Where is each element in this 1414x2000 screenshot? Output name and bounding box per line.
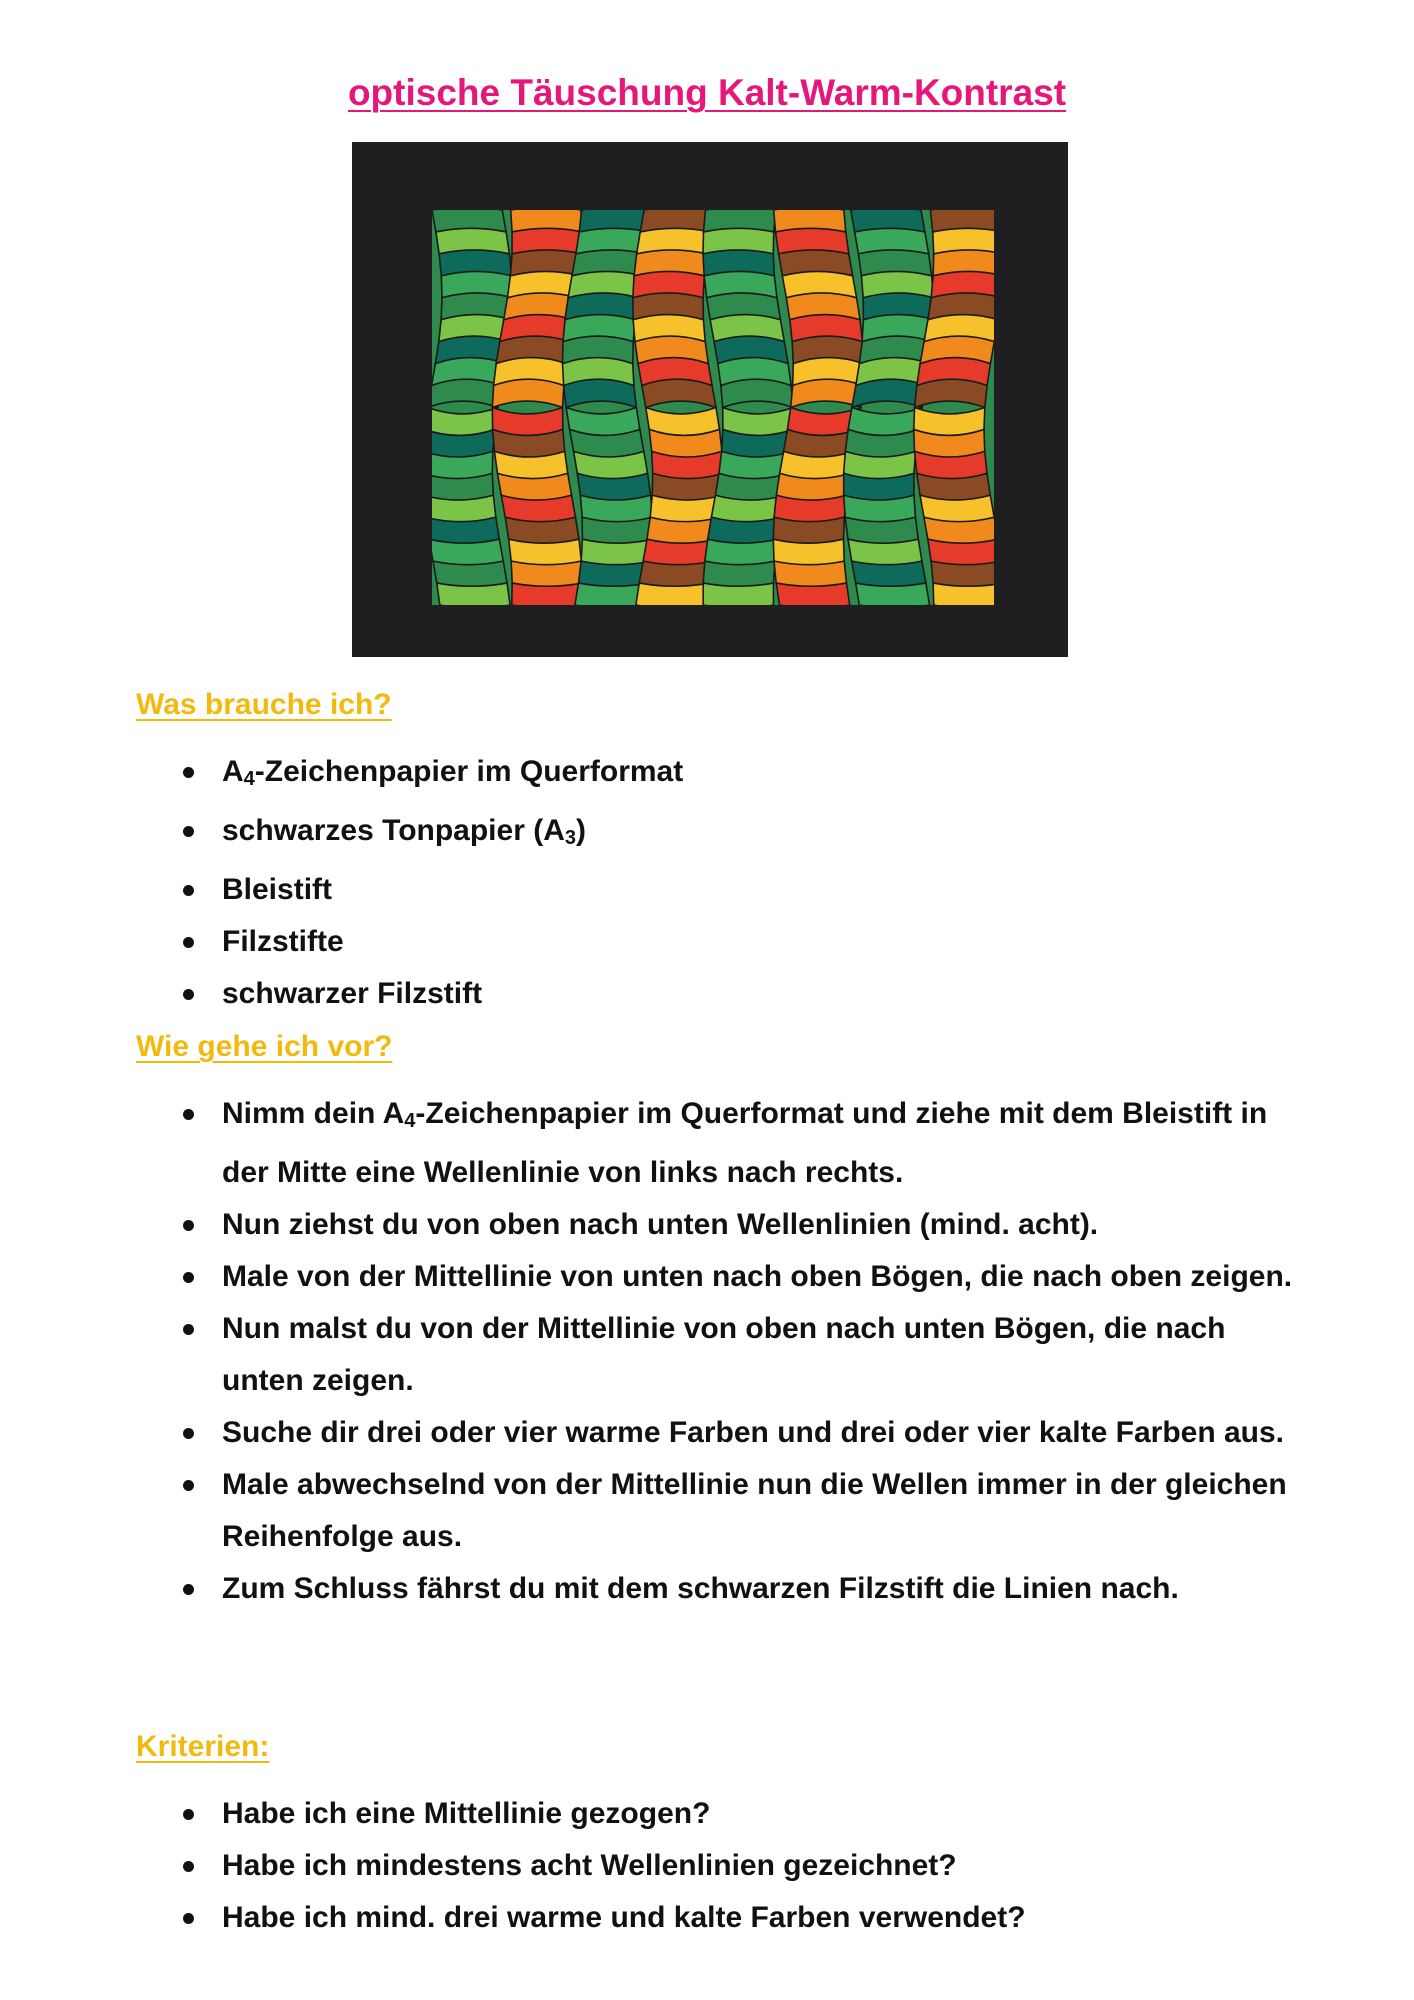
artwork-photo (352, 142, 1068, 657)
step-item: Zum Schluss fährst du mit dem schwarzen Filzstift die Linien nach. (0, 1563, 1302, 1615)
step-item: Nimm dein $A_4$-Zeichenpapier im Querformat und ziehe mit dem Bleistift in der Mitte eine Wellenlinie von links nach rechts. (0, 1088, 1302, 1199)
artwork-stripe (511, 561, 582, 587)
criteria-list (0, 1788, 1302, 1944)
materials-heading: Was brauche ich? (136, 688, 392, 721)
artwork-stripe (423, 495, 496, 522)
step-item: Nun ziehst du von oben nach unten Wellenlinien (mind. acht). (0, 1199, 1302, 1251)
artwork-stripe (852, 561, 926, 587)
artwork-stripe (848, 539, 922, 565)
artwork-stripe (437, 583, 510, 608)
artwork-stripe (705, 539, 778, 565)
step-item: Suche dir drei oder vier warme Farben und drei oder vier kalte Farben aus. (0, 1407, 1302, 1459)
step-item: Nun malst du von der Mittellinie von oben nach unten Bögen, die nach unten zeigen. (0, 1303, 1302, 1407)
artwork-background (352, 605, 1068, 657)
steps-heading: Wie gehe ich vor? (136, 1030, 393, 1063)
step-item: Male von der Mittellinie von unten nach oben Bögen, die nach oben zeigen. (0, 1251, 1302, 1303)
artwork-background (352, 142, 432, 657)
criterion-item: Habe ich mind. drei warme und kalte Farben verwendet? (0, 1892, 1302, 1944)
artwork-stripe (433, 561, 507, 587)
artwork-stripe (501, 495, 575, 522)
artwork-stripe (931, 561, 1003, 587)
artwork-stripe (639, 561, 713, 587)
artwork-stripe (426, 517, 500, 543)
artwork-stripe (703, 583, 773, 608)
artwork-stripe (636, 583, 710, 608)
artwork-stripe (774, 495, 847, 522)
artwork-stripe (845, 517, 918, 543)
page-title: optische Täuschung Kalt-Warm-Kontrast (347, 72, 1067, 113)
material-item: schwarzer Filzstift (0, 968, 1302, 1020)
artwork-stripe (844, 495, 916, 522)
steps-list (0, 1088, 1302, 1615)
artwork-stripe (509, 539, 582, 565)
artwork-stripe (429, 539, 503, 565)
artwork-stripe (774, 561, 846, 587)
material-item: Filzstifte (0, 916, 1302, 968)
material-item: schwarzes Tonpapier $(A_3)$ (0, 805, 1302, 864)
artwork-stripe (580, 495, 652, 522)
criterion-item: Habe ich mindestens acht Wellenlinien gezeichnet? (0, 1840, 1302, 1892)
artwork-stripe (773, 517, 844, 543)
artwork-stripe (708, 517, 782, 543)
artwork-stripe (512, 583, 583, 608)
artwork-stripe (505, 517, 579, 543)
artwork-stripe (582, 517, 653, 543)
artwork-stripe (856, 583, 930, 608)
artwork-background (994, 142, 1068, 657)
artwork-stripe (703, 561, 775, 587)
artwork-stripe (581, 539, 653, 565)
artwork-background (352, 142, 1068, 210)
artwork-stripe (776, 583, 850, 608)
step-item: Male abwechselnd von der Mittellinie nun die Wellen immer in der gleichen Reihenfolge aus. (0, 1459, 1302, 1563)
material-item: Bleistift (0, 864, 1302, 916)
artwork-stripe (773, 539, 844, 565)
material-item: $A_4$-Zeichenpapier im Querformat (0, 746, 1302, 805)
criterion-item: Habe ich eine Mittellinie gezogen? (0, 1788, 1302, 1840)
materials-list (0, 746, 1302, 1020)
artwork-illusion-image (352, 142, 1068, 657)
artwork-stripe (924, 517, 998, 543)
artwork-stripe (920, 495, 994, 522)
artwork-stripe (928, 539, 1001, 565)
criteria-heading: Kriterien: (136, 1730, 270, 1763)
artwork-stripe (933, 583, 1004, 608)
